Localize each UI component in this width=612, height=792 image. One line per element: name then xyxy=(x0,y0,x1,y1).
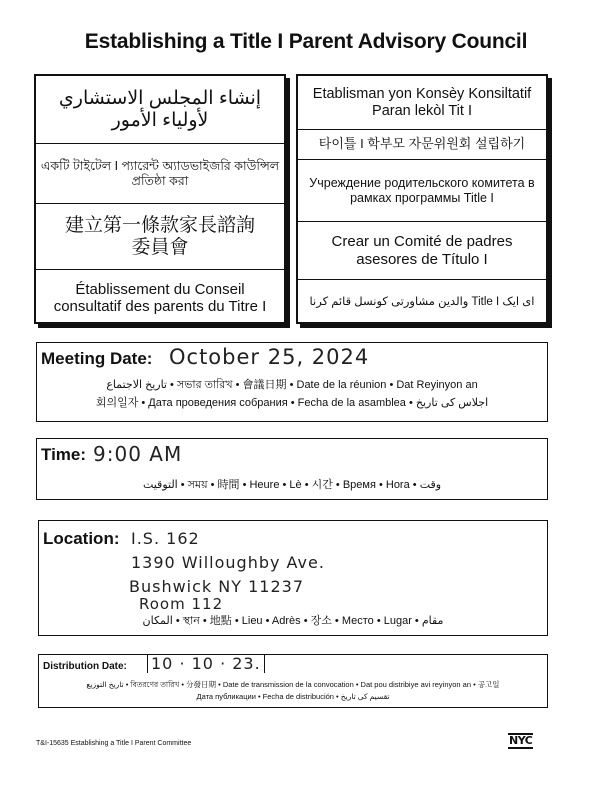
title-french: Établissement du Conseil consultatif des parents du Titre I xyxy=(53,280,267,315)
left-translation-column xyxy=(34,74,286,324)
location-line-4: Room 112 xyxy=(139,595,224,613)
title-spanish: Crear un Comité de padres asesores de Título I xyxy=(298,222,546,280)
location-label: Location: xyxy=(43,529,120,548)
document-title: Establishing a Title I Parent Advisory Council xyxy=(84,30,528,53)
time-value: 9:00 AM xyxy=(93,442,183,466)
footer-text: T&I-15635 Establishing a Title I Parent Committee xyxy=(36,740,192,747)
title-urdu: ای ایک Title I والدین مشاورتی کونسل قائم کرنا xyxy=(309,296,535,309)
location-line-2: 1390 Willoughby Ave. xyxy=(131,553,325,572)
distribution-date-translations-2: Дата публикации • Fecha de distribución • تقسیم کی تاریخ xyxy=(196,692,390,701)
right-translation-column xyxy=(296,74,548,324)
title-bengali: একটি টাইটেল I প্যারেন্ট অ্যাডভাইজরি কাউন্সিল প্রতিষ্ঠা করা xyxy=(36,144,284,204)
meeting-date-value: October 25, 2024 xyxy=(169,345,370,369)
title-arabic: إنشاء المجلس الاستشاري لأولياء الأمور xyxy=(36,76,284,144)
title-haitian: Etablisman yon Konsèy Konsiltatif Paran lekòl Tit I xyxy=(298,76,546,130)
location-line-3: Bushwick NY 11237 xyxy=(129,577,304,596)
nyc-logo: NYC xyxy=(509,734,533,747)
location-translations: المكان • স্থান • 地點 • Lieu • Adrès • 장소 • Место • Lugar • مقام xyxy=(142,615,444,627)
title-russian: Учреждение родительского комитета в рамках программы Title I xyxy=(298,160,546,222)
meeting-date-translations-1: تاريخ الاجتماع • সভার তারিখ • 會議日期 • Date de la réunion • Dat Reyinyon an xyxy=(106,379,478,391)
distribution-date-box xyxy=(38,654,548,708)
meeting-date-translations-2: 회의일자 • Дата проведения собрания • Fecha de la asamblea • اجلاس کی تاریخ xyxy=(95,397,489,409)
meeting-date-label: Meeting Date: xyxy=(41,349,153,368)
distribution-date-translations-1: تاريخ التوزيع • বিতরণের তারিখ • 分發日期 • Date de transmission de la convocation • Dat pou distribiye avi reyinyon an • 공고일 xyxy=(86,680,500,689)
title-korean: 타이틀 I 학부모 자문위원회 설립하기 xyxy=(298,130,546,160)
distribution-date-value: 10 · 10 · 23. xyxy=(147,655,265,673)
meeting-date-box xyxy=(36,342,548,422)
location-line-1: I.S. 162 xyxy=(131,529,200,548)
location-box xyxy=(38,520,548,636)
time-translations: التوقيت • সময় • 時間 • Heure • Lè • 시간 • Время • Hora • وقت xyxy=(142,479,442,491)
title-chinese: 建立第一條款家長諮詢委員會 xyxy=(36,204,284,270)
time-label: Time: xyxy=(41,445,87,464)
time-box xyxy=(36,438,548,500)
distribution-date-label: Distribution Date: xyxy=(43,661,127,672)
